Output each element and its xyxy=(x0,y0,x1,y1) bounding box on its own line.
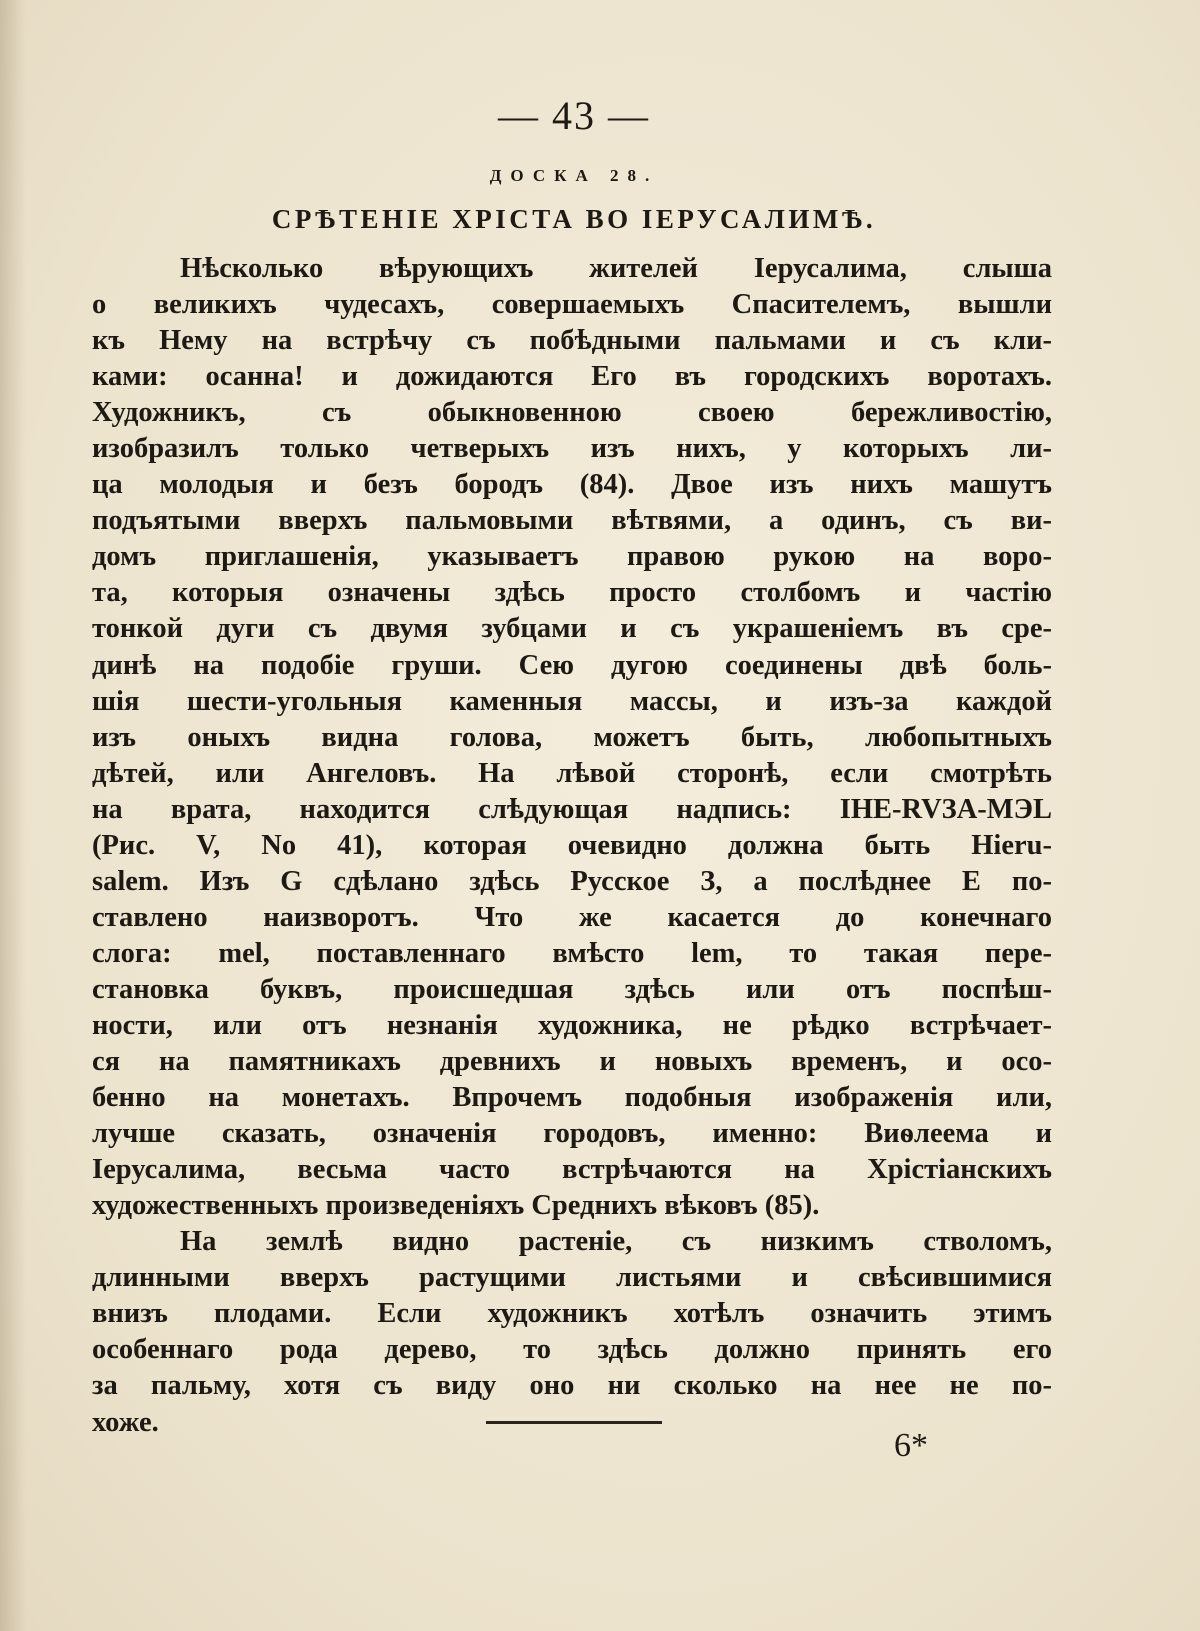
text-line: къ Нему на встрѣчу съ побѣдными пальмами и съ кли- xyxy=(92,325,1052,357)
text-line: особеннаго рода дерево, то здѣсь должно принять его xyxy=(92,1334,1052,1366)
text-line: подъятыми вверхъ пальмовыми вѣтвями, а одинъ, съ ви- xyxy=(92,505,1052,537)
text-line: слога: mel, поставленнаго вмѣсто lem, то такая пере- xyxy=(92,937,1052,969)
text-line: ности, или отъ незнанія художника, не рѣдко встрѣчает- xyxy=(92,1009,1052,1041)
text-line: дѣтей, или Ангеловъ. На лѣвой сторонѣ, если смотрѣть xyxy=(92,757,1052,789)
plate-label: ДОСКА 28. xyxy=(489,166,659,185)
text-line: бенно на монетахъ. Впрочемъ подобныя изображенія или, xyxy=(92,1082,1052,1114)
section-title: СРѢТЕНІЕ ХРІСТА ВО ІЕРУСАЛИМѢ. xyxy=(271,204,877,234)
signature-mark: 6* xyxy=(894,1427,928,1464)
text-line: та, которыя означены здѣсь просто столбомъ и частію xyxy=(92,577,1052,609)
text-line: художественныхъ произведеніяхъ Среднихъ вѣковъ (85). xyxy=(92,1190,820,1222)
body-text xyxy=(92,251,1052,1441)
text-line: становка буквъ, происшедшая здѣсь или отъ поспѣш- xyxy=(92,973,1052,1005)
text-line: о великихъ чудесахъ, совершаемыхъ Спасителемъ, вышли xyxy=(92,289,1052,321)
text-line: за пальму, хотя съ виду оно ни сколько на нее не по- xyxy=(92,1370,1052,1402)
end-rule xyxy=(486,1421,662,1424)
text-line: ками: осанна! и дожидаются Его въ городскихъ воротахъ. xyxy=(92,361,1052,393)
text-line: salem. Изъ G сдѣлано здѣсь Русское З, а послѣднее E по- xyxy=(92,865,1052,897)
text-line: длинными вверхъ растущими листьями и свѣсившимися xyxy=(92,1262,1052,1294)
text-line: Художникъ, съ обыкновенною своею бережливостію, xyxy=(92,397,1052,429)
spine-shadow xyxy=(0,0,26,1631)
text-line: (Рис. V, No 41), которая очевидно должна быть Hieru- xyxy=(92,829,1052,861)
text-line: внизъ плодами. Если художникъ хотѣлъ означить этимъ xyxy=(92,1298,1052,1330)
text-line: на врата, находится слѣдующая надпись: IHE-RVЗА-МЭL xyxy=(92,793,1052,825)
page-number: — 43 — xyxy=(498,93,650,138)
text-line: домъ приглашенія, указываетъ правою рукою на воро- xyxy=(92,541,1052,573)
text-line: тонкой дуги съ двумя зубцами и съ украшеніемъ въ сре- xyxy=(92,613,1052,645)
text-line: хоже. xyxy=(92,1406,159,1438)
text-line: На землѣ видно растеніе, съ низкимъ стволомъ, xyxy=(180,1226,1052,1258)
text-line: Іерусалима, весьма часто встрѣчаются на Хрістіанскихъ xyxy=(92,1154,1052,1186)
text-line: изъ оныхъ видна голова, можетъ быть, любопытныхъ xyxy=(92,721,1052,753)
text-line: изобразилъ только четверыхъ изъ нихъ, у которыхъ ли- xyxy=(92,433,1052,465)
text-line: ца молодыя и безъ бородъ (84). Двое изъ нихъ машутъ xyxy=(92,469,1052,501)
text-line: динѣ на подобіе груши. Сею дугою соединены двѣ боль- xyxy=(92,649,1052,681)
text-line: ставлено наизворотъ. Что же касается до конечнаго xyxy=(92,901,1052,933)
text-line: шія шести-угольныя каменныя массы, и изъ-за каждой xyxy=(92,685,1052,717)
text-line: лучше сказать, означенія городовъ, именно: Виѳлеема и xyxy=(92,1118,1052,1150)
text-line: Нѣсколько вѣрующихъ жителей Іерусалима, слыша xyxy=(180,253,1052,284)
text-line: ся на памятникахъ древнихъ и новыхъ временъ, и осо- xyxy=(92,1046,1052,1078)
